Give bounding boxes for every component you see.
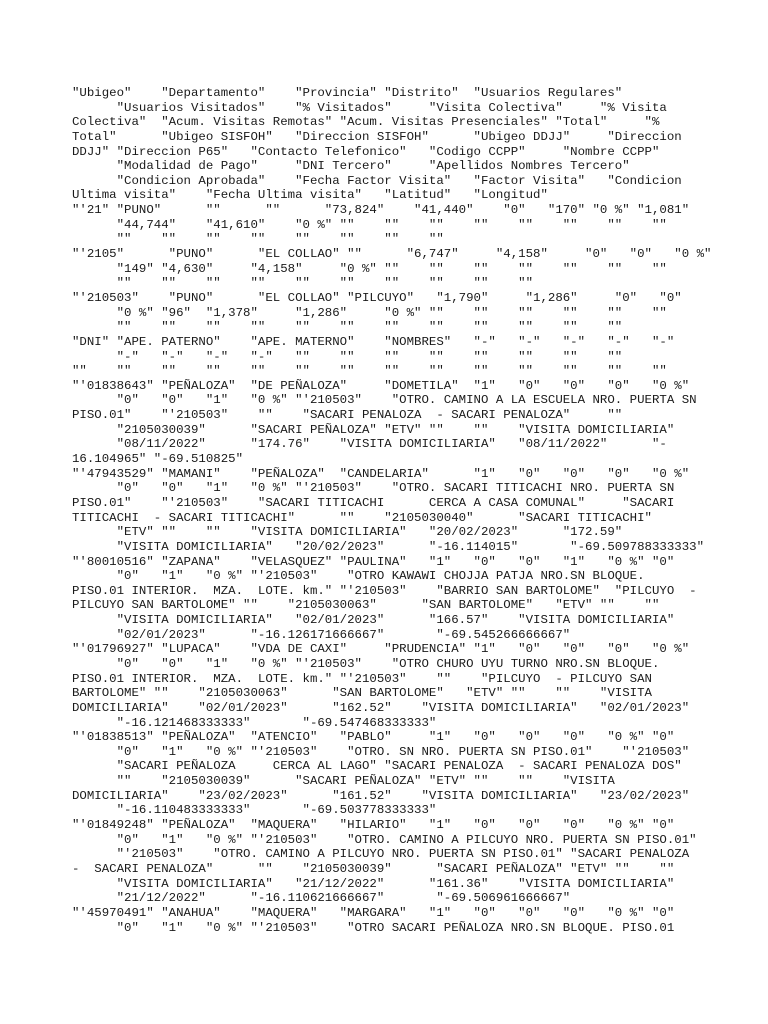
text-line: "'01849248" "PEÑALOZA" "MAQUERA" "HILARIO" "1" "0" "0" "0" "0 %" "0" [72, 818, 675, 833]
text-line: "'01796927" "LUPACA" "VDA DE CAXI" "PRUDENCIA" "1" "0" "0" "0" "0 %" [72, 642, 690, 657]
text-line: "Modalidad de Pago" "DNI Tercero" "Apellidos Nombres Tercero" [72, 159, 630, 174]
text-line: "" "2105030039" "SACARI PEÑALOZA" "ETV" "" "" "VISITA [72, 774, 615, 789]
text-line: "02/01/2023" "-16.126171666667" "-69.545266666667" [72, 627, 571, 642]
text-line: "DNI" "APE. PATERNO" "APE. MATERNO" "NOMBRES" "-" "-" "-" "-" "-" [72, 334, 675, 349]
text-line: BARTOLOME" "" "2105030063" "SAN BARTOLOME" "ETV" "" "" "VISITA [72, 686, 652, 701]
text-line: PISO.01" "'210503" "SACARI TITICACHI CERCA A CASA COMUNAL" "SACARI [72, 495, 675, 510]
text-line: "" "" "" "" "" "" "" "" [72, 232, 444, 247]
text-line: "'2105" "PUNO" "EL COLLAO" "" "6,747" "4,158" "0" "0" "0 %" [72, 247, 712, 262]
text-line: "-" "-" "-" "-" "" "" "" "" "" "" "" "" [72, 349, 623, 364]
text-line: "'45970491" "ANAHUA" "MAQUERA" "MARGARA" "1" "0" "0" "0" "0 %" "0" [72, 905, 675, 920]
text-line: 16.104965" "-69.510825" [72, 452, 244, 467]
text-line: "'01838513" "PEÑALOZA" "ATENCIO" "PABLO" "1" "0" "0" "0" "0 %" "0" [72, 730, 675, 745]
text-line: "0" "0" "1" "0 %" "'210503" "OTRO. CAMINO A LA ESCUELA NRO. PUERTA SN [72, 393, 697, 408]
text-line: TITICACHI - SACARI TITICACHI" "" "2105030040" "SACARI TITICACHI" [72, 510, 652, 525]
text-line: "'80010516" "ZAPANA" "VELASQUEZ" "PAULINA" "1" "0" "0" "1" "0 %" "0" [72, 554, 675, 569]
text-line: "0" "0" "1" "0 %" "'210503" "OTRO. SACARI TITICACHI NRO. PUERTA SN [72, 481, 675, 496]
text-line: "'210503" "PUNO" "EL COLLAO" "PILCUYO" "1,790" "1,286" "0" "0" [72, 290, 682, 305]
text-line: PILCUYO SAN BARTOLOME" "" "2105030063" "SAN BARTOLOME" "ETV" "" "" [72, 598, 660, 613]
text-line: Total" "Ubigeo SISFOH" "Direccion SISFOH" "Ubigeo DDJJ" "Direccion [72, 129, 682, 144]
text-line: "0 %" "96" "1,378" "1,286" "0 %" "" "" "" "" "" "" [72, 305, 667, 320]
text-line: Colectiva" "Acum. Visitas Remotas" "Acum. Visitas Presenciales" "Total" "% [72, 115, 660, 130]
text-line: Ultima visita" "Fecha Ultima visita" "Latitud" "Longitud" [72, 188, 548, 203]
text-line: "21/12/2022" "-16.110621666667" "-69.506961666667" [72, 891, 571, 906]
text-line: - SACARI PENALOZA" "" "2105030039" "SACARI PEÑALOZA" "ETV" "" "" [72, 861, 675, 876]
text-line: "08/11/2022" "174.76" "VISITA DOMICILIARIA" "08/11/2022" "- [72, 437, 667, 452]
text-line: DDJJ" "Direccion P65" "Contacto Telefonico" "Codigo CCPP" "Nombre CCPP" [72, 144, 660, 159]
text-line: "'01838643" "PEÑALOZA" "DE PEÑALOZA" "DOMETILA" "1" "0" "0" "0" "0 %" [72, 378, 690, 393]
text-line: "Ubigeo" "Departamento" "Provincia" "Distrito" "Usuarios Regulares" [72, 86, 623, 100]
text-line: "'21" "PUNO" "" "" "73,824" "41,440" "0" "170" "0 %" "1,081" [72, 203, 690, 218]
text-line: PISO.01" "'210503" "" "SACARI PENALOZA - SACARI PENALOZA" "" [72, 408, 623, 423]
text-line: "44,744" "41,610" "0 %" "" "" "" "" "" "" "" "" [72, 217, 667, 232]
text-line: "" "" "" "" "" "" "" "" "" "" "" "" "" "" [72, 364, 667, 379]
text-line: "-16.121468333333" "-69.547468333333" [72, 715, 437, 730]
text-line: PISO.01 INTERIOR. MZA. LOTE. km." "'210503" "" "PILCUYO - PILCUYO SAN [72, 671, 652, 686]
text-line: "0" "0" "1" "0 %" "'210503" "OTRO CHURO UYU TURNO NRO.SN BLOQUE. [72, 656, 660, 671]
text-line: "" "" "" "" "" "" "" "" "" "" "" "" [72, 320, 623, 335]
text-line: "Condicion Aprobada" "Fecha Factor Visita" "Factor Visita" "Condicion [72, 173, 682, 188]
text-line: "0" "1" "0 %" "'210503" "OTRO SACARI PEÑALOZA NRO.SN BLOQUE. PISO.01 [72, 920, 675, 935]
text-line: DOMICILIARIA" "23/02/2023" "161.52" "VISITA DOMICILIARIA" "23/02/2023" [72, 788, 690, 803]
text-line: "VISITA DOMICILIARIA" "20/02/2023" "-16.114015" "-69.509788333333" [72, 539, 705, 554]
text-line: "Usuarios Visitados" "% Visitados" "Visita Colectiva" "% Visita [72, 100, 667, 115]
text-line: "'210503" "OTRO. CAMINO A PILCUYO NRO. PUERTA SN PISO.01" "SACARI PENALOZA [72, 847, 690, 862]
text-line: "" "" "" "" "" "" "" "" "" "" [72, 276, 534, 291]
text-line: "SACARI PEÑALOZA CERCA AL LAGO" "SACARI PENALOZA - SACARI PENALOZA DOS" [72, 759, 682, 774]
text-line: DOMICILIARIA" "02/01/2023" "162.52" "VISITA DOMICILIARIA" "02/01/2023" [72, 700, 690, 715]
text-line: "0" "1" "0 %" "'210503" "OTRO. SN NRO. PUERTA SN PISO.01" "'210503" [72, 744, 690, 759]
text-line: "0" "1" "0 %" "'210503" "OTRO. CAMINO A PILCUYO NRO. PUERTA SN PISO.01" [72, 832, 697, 847]
text-line: "2105030039" "SACARI PEÑALOZA" "ETV" "" "" "VISITA DOMICILIARIA" [72, 422, 675, 437]
text-line: "0" "1" "0 %" "'210503" "OTRO KAWAWI CHOJJA PATJA NRO.SN BLOQUE. [72, 569, 645, 584]
text-line: "-16.110483333333" "-69.503778333333" [72, 803, 437, 818]
text-line: "149" "4,630" "4,158" "0 %" "" "" "" "" "" "" "" [72, 261, 667, 276]
text-line: "VISITA DOMICILIARIA" "21/12/2022" "161.36" "VISITA DOMICILIARIA" [72, 876, 675, 891]
document-page [72, 86, 762, 935]
text-line: PISO.01 INTERIOR. MZA. LOTE. km." "'210503" "BARRIO SAN BARTOLOME" "PILCUYO - [72, 583, 697, 598]
text-line: "VISITA DOMICILIARIA" "02/01/2023" "166.57" "VISITA DOMICILIARIA" [72, 613, 675, 628]
text-line: "ETV" "" "" "VISITA DOMICILIARIA" "20/02/2023" "172.59" [72, 525, 623, 540]
text-line: "'47943529" "MAMANI" "PEÑALOZA" "CANDELARIA" "1" "0" "0" "0" "0 %" [72, 466, 690, 481]
